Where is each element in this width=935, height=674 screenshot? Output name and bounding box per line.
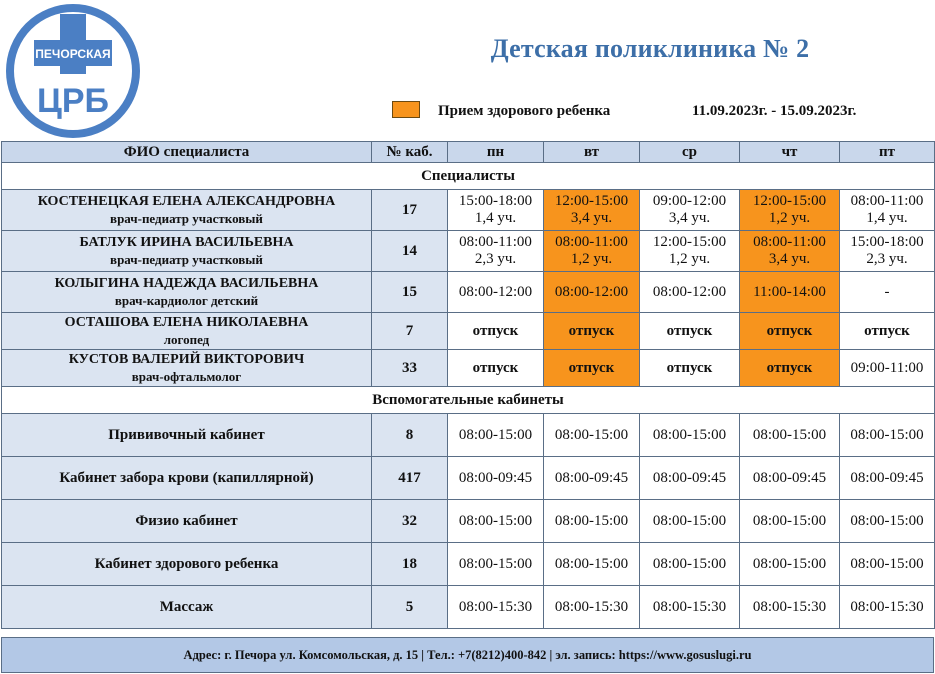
schedule-cell xyxy=(640,272,740,313)
specialist-name-cell xyxy=(2,190,372,231)
schedule-time: 09:00-11:00 xyxy=(850,359,924,376)
schedule-cell: 08:00-09:45 xyxy=(640,457,740,500)
specialist-row xyxy=(2,190,935,231)
section-specialists: Специалисты xyxy=(2,163,935,190)
schedule-time: 08:00-11:00 xyxy=(555,234,628,250)
specialist-name: КУСТОВ ВАЛЕРИЙ ВИКТОРОВИЧ xyxy=(68,352,305,367)
room-number: 18 xyxy=(372,543,448,586)
room-number: 33 xyxy=(372,350,448,387)
schedule-section: 1,2 уч. xyxy=(768,210,811,226)
schedule-cell: 08:00-15:00 xyxy=(840,543,935,586)
schedule-cell xyxy=(544,231,640,272)
schedule-cell: 08:00-15:00 xyxy=(448,543,544,586)
specialist-name-cell xyxy=(2,313,372,350)
schedule-cell: 08:00-09:45 xyxy=(544,457,640,500)
specialist-role: врач-офтальмолог xyxy=(131,369,242,384)
specialist-name-cell xyxy=(2,350,372,387)
schedule-time: отпуск xyxy=(666,359,713,376)
schedule-section: 1,2 уч. xyxy=(570,251,613,267)
specialist-name: КОЛЫГИНА НАДЕЖДА ВАСИЛЬЕВНА xyxy=(54,276,319,291)
schedule-cell: 08:00-15:30 xyxy=(740,586,840,629)
section-row xyxy=(2,163,935,190)
schedule-cell: 08:00-15:00 xyxy=(544,500,640,543)
schedule-cell: 08:00-15:00 xyxy=(640,500,740,543)
aux-row xyxy=(2,500,935,543)
specialist-row xyxy=(2,272,935,313)
schedule-section: 2,3 уч. xyxy=(866,251,908,267)
schedule-time: отпуск xyxy=(472,359,519,376)
schedule-cell xyxy=(544,272,640,313)
schedule-time: 12:00-15:00 xyxy=(752,193,827,209)
schedule-cell xyxy=(840,350,935,387)
footer-address: Адрес: г. Печора ул. Комсомольская, д. 15 | Тел.: +7(8212)400-842 | эл. запись: https://www.gosuslugi.ru xyxy=(1,637,934,673)
aux-row xyxy=(2,543,935,586)
col-header-wed: ср xyxy=(640,142,740,163)
header-row xyxy=(2,142,935,163)
schedule-cell: 08:00-15:00 xyxy=(448,500,544,543)
schedule-cell xyxy=(544,313,640,350)
room-number: 7 xyxy=(372,313,448,350)
schedule-cell: 08:00-15:00 xyxy=(840,414,935,457)
schedule-time: отпуск xyxy=(766,359,813,376)
schedule-cell xyxy=(448,231,544,272)
schedule-section: 1,4 уч. xyxy=(474,210,517,226)
schedule-cell xyxy=(640,313,740,350)
col-header-tue: вт xyxy=(544,142,640,163)
section-aux: Вспомогательные кабинеты xyxy=(2,387,935,414)
col-header-name: ФИО специалиста xyxy=(2,142,372,163)
specialist-row xyxy=(2,350,935,387)
aux-row xyxy=(2,586,935,629)
room-number: 17 xyxy=(372,190,448,231)
schedule-time: 08:00-12:00 xyxy=(652,283,727,300)
schedule-cell xyxy=(840,313,935,350)
room-number: 5 xyxy=(372,586,448,629)
schedule-cell: 08:00-15:00 xyxy=(544,414,640,457)
specialist-role: врач-кардиолог детский xyxy=(114,293,259,308)
schedule-cell xyxy=(640,350,740,387)
specialist-name-cell xyxy=(2,231,372,272)
schedule-time: 15:00-18:00 xyxy=(850,234,924,250)
schedule-cell xyxy=(740,190,840,231)
col-header-room: № каб. xyxy=(372,142,448,163)
schedule-cell: 08:00-15:30 xyxy=(640,586,740,629)
specialist-name: ОСТАШОВА ЕЛЕНА НИКОЛАЕВНА xyxy=(64,315,309,330)
schedule-time: 12:00-15:00 xyxy=(652,234,727,250)
schedule-cell: 08:00-15:00 xyxy=(740,500,840,543)
schedule-time: 08:00-11:00 xyxy=(459,234,532,250)
room-number: 8 xyxy=(372,414,448,457)
specialist-row xyxy=(2,231,935,272)
specialist-role: врач-педиатр участковый xyxy=(110,211,263,226)
col-header-fri: пт xyxy=(840,142,935,163)
schedule-cell xyxy=(840,231,935,272)
schedule-cell xyxy=(740,272,840,313)
schedule-cell: 08:00-15:00 xyxy=(740,414,840,457)
schedule-cell xyxy=(544,350,640,387)
schedule-time: 09:00-12:00 xyxy=(652,193,727,209)
clinic-logo xyxy=(4,4,142,138)
aux-cabinet-name: Кабинет здорового ребенка xyxy=(2,543,372,586)
schedule-cell: 08:00-15:00 xyxy=(448,414,544,457)
legend-swatch xyxy=(392,101,420,118)
schedule-time: - xyxy=(884,283,890,300)
schedule-time: отпуск xyxy=(472,322,519,339)
schedule-cell: 08:00-15:00 xyxy=(840,500,935,543)
specialist-role: врач-педиатр участковый xyxy=(110,252,263,267)
aux-cabinet-name: Массаж xyxy=(2,586,372,629)
schedule-time: отпуск xyxy=(666,322,713,339)
schedule-cell xyxy=(640,231,740,272)
room-number: 15 xyxy=(372,272,448,313)
legend-label: Прием здорового ребенка xyxy=(438,103,611,119)
schedule-time: отпуск xyxy=(568,359,615,376)
schedule-cell xyxy=(544,190,640,231)
schedule-section: 3,4 уч. xyxy=(570,210,613,226)
schedule-cell: 08:00-15:00 xyxy=(640,543,740,586)
schedule-section: 1,2 уч. xyxy=(668,251,711,267)
schedule-cell: 08:00-15:00 xyxy=(640,414,740,457)
schedule-section: 1,4 уч. xyxy=(866,210,908,226)
schedule-time: 08:00-11:00 xyxy=(850,193,924,209)
aux-row xyxy=(2,414,935,457)
col-header-mon: пн xyxy=(448,142,544,163)
specialist-name: БАТЛУК ИРИНА ВАСИЛЬЕВНА xyxy=(79,235,294,250)
schedule-time: отпуск xyxy=(864,322,910,339)
schedule-time: отпуск xyxy=(568,322,615,339)
schedule-time: 08:00-12:00 xyxy=(458,283,533,300)
schedule-cell: 08:00-15:30 xyxy=(840,586,935,629)
schedule-table xyxy=(1,141,935,629)
schedule-cell xyxy=(448,313,544,350)
room-number: 32 xyxy=(372,500,448,543)
aux-cabinet-name: Кабинет забора крови (капиллярной) xyxy=(2,457,372,500)
date-range: 11.09.2023г. - 15.09.2023г. xyxy=(692,103,857,119)
schedule-section: 3,4 уч. xyxy=(768,251,811,267)
specialist-name: КОСТЕНЕЦКАЯ ЕЛЕНА АЛЕКСАНДРОВНА xyxy=(37,194,336,209)
schedule-cell: 08:00-15:30 xyxy=(544,586,640,629)
schedule-cell: 08:00-15:30 xyxy=(448,586,544,629)
schedule-cell: 08:00-09:45 xyxy=(840,457,935,500)
schedule-cell xyxy=(740,313,840,350)
schedule-cell: 08:00-15:00 xyxy=(740,543,840,586)
aux-cabinet-name: Физио кабинет xyxy=(2,500,372,543)
col-header-thu: чт xyxy=(740,142,840,163)
schedule-cell: 08:00-09:45 xyxy=(740,457,840,500)
schedule-time: 15:00-18:00 xyxy=(458,193,533,209)
schedule-cell: 08:00-15:00 xyxy=(544,543,640,586)
schedule-cell xyxy=(448,272,544,313)
schedule-cell xyxy=(840,190,935,231)
schedule-section: 3,4 уч. xyxy=(668,210,711,226)
schedule-cell: 08:00-09:45 xyxy=(448,457,544,500)
aux-row xyxy=(2,457,935,500)
specialist-role: логопед xyxy=(163,332,210,347)
page-title: Детская поликлиника № 2 xyxy=(490,34,810,63)
schedule-cell xyxy=(448,350,544,387)
schedule-cell xyxy=(740,231,840,272)
schedule-section: 2,3 уч. xyxy=(474,251,517,267)
schedule-cell xyxy=(840,272,935,313)
logo-bottom-text: ЦРБ xyxy=(37,82,109,120)
section-row xyxy=(2,387,935,414)
aux-cabinet-name: Прививочный кабинет xyxy=(2,414,372,457)
schedule-time: 08:00-11:00 xyxy=(753,234,826,250)
schedule-cell xyxy=(448,190,544,231)
schedule-time: 12:00-15:00 xyxy=(554,193,629,209)
specialist-name-cell xyxy=(2,272,372,313)
specialist-row xyxy=(2,313,935,350)
schedule-time: 11:00-14:00 xyxy=(753,283,826,300)
schedule-cell xyxy=(740,350,840,387)
schedule-time: 08:00-12:00 xyxy=(554,283,629,300)
schedule-cell xyxy=(640,190,740,231)
room-number: 417 xyxy=(372,457,448,500)
schedule-time: отпуск xyxy=(766,322,813,339)
logo-top-text: ПЕЧОРСКАЯ xyxy=(35,47,111,61)
room-number: 14 xyxy=(372,231,448,272)
